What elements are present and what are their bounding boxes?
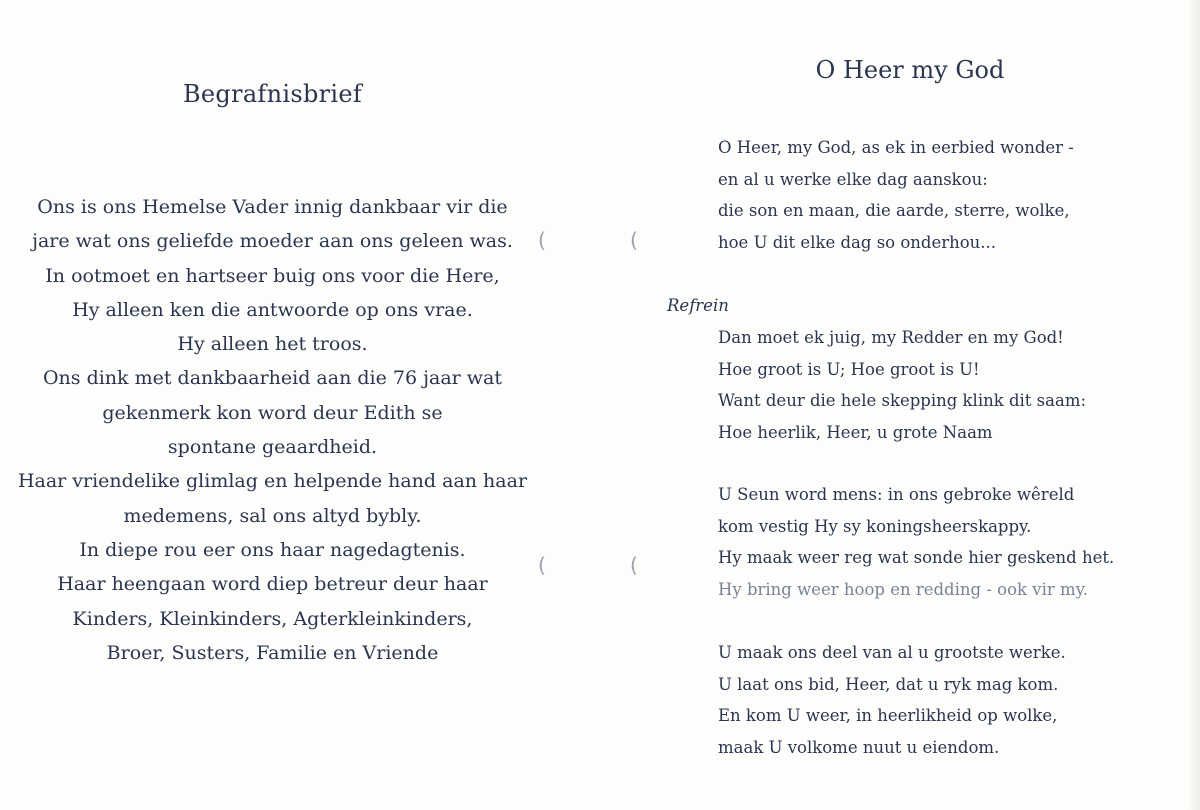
letter-line: Kinders, Kleinkinders, Agterkleinkinders, <box>72 607 473 630</box>
letter-line: In ootmoet en hartseer buig ons voor die Here, <box>45 264 500 287</box>
hymn-line: O Heer, my God, as ek in eerbied wonder - <box>718 138 1074 157</box>
fold-mark: ( <box>630 553 638 577</box>
fold-mark: ( <box>538 553 546 577</box>
hymn-line: maak U volkome nuut u eiendom. <box>718 737 1000 757</box>
letter-line: Ons dink met dankbaarheid aan die 76 jaar wat <box>42 367 503 390</box>
letter-line: spontane geaardheid. <box>167 436 378 459</box>
letter-line: medemens, sal ons altyd bybly. <box>123 504 422 527</box>
letter-line: Haar vriendelike glimlag en helpende hand aan haar <box>17 470 528 493</box>
hymn-line: Hoe heerlik, Heer, u grote Naam <box>718 422 993 442</box>
funeral-letter-body <box>0 190 545 670</box>
hymn-line: Dan moet ek juig, my Redder en my God! <box>718 328 1064 347</box>
fold-mark: ( <box>630 228 638 252</box>
hymn-line: U maak ons deel van al u grootste werke. <box>718 643 1066 662</box>
hymn-line: kom vestig Hy sy koningsheerskappy. <box>718 516 1032 536</box>
hymn-line: U laat ons bid, Heer, dat u ryk mag kom. <box>718 674 1059 694</box>
letter-line: In diepe rou eer ons haar nagedagtenis. <box>79 538 466 561</box>
hymn-line: en al u werke elke dag aanskou: <box>718 169 988 189</box>
letter-line: Haar heengaan word diep betreur deur haar <box>57 573 488 596</box>
letter-line: Ons is ons Hemelse Vader innig dankbaar vir die <box>37 196 508 218</box>
hymn-line: Want deur die hele skepping klink dit saam: <box>718 391 1087 410</box>
refrain-label: Refrein <box>667 296 729 315</box>
hymn-verse-2 <box>718 479 1114 605</box>
hymn-line: En kom U weer, in heerlikheid op wolke, <box>718 706 1058 725</box>
hymn-line: die son en maan, die aarde, sterre, wolke, <box>718 201 1070 220</box>
page-edge-shadow <box>1188 0 1200 810</box>
hymn-line: U Seun word mens: in ons gebroke wêreld <box>718 485 1075 504</box>
letter-line: gekenmerk kon word deur Edith se <box>102 401 443 424</box>
hymn-line: Hy bring weer hoop en redding - ook vir my. <box>718 579 1089 599</box>
letter-line: Hy alleen ken die antwoorde op ons vrae. <box>72 298 473 321</box>
hymn-refrain <box>718 322 1086 448</box>
left-page <box>0 0 585 810</box>
hymn-line: hoe U dit elke dag so onderhou... <box>718 232 997 252</box>
letter-line: jare wat ons geliefde moeder aan ons geleen was. <box>32 230 513 253</box>
hymn-verse-3 <box>718 637 1066 763</box>
letter-line: Broer, Susters, Familie en Vriende <box>106 641 439 664</box>
hymn-verse-1 <box>718 132 1074 258</box>
hymn-line: Hy maak weer reg wat sonde hier geskend het. <box>718 548 1115 567</box>
fold-mark: ( <box>538 228 546 252</box>
letter-line: Hy alleen het troos. <box>177 333 368 356</box>
funeral-letter-title: Begrafnisbrief <box>182 80 363 108</box>
hymn-line: Hoe groot is U; Hoe groot is U! <box>718 359 980 379</box>
right-page <box>585 0 1200 810</box>
hymn-title: O Heer my God <box>815 56 1005 84</box>
